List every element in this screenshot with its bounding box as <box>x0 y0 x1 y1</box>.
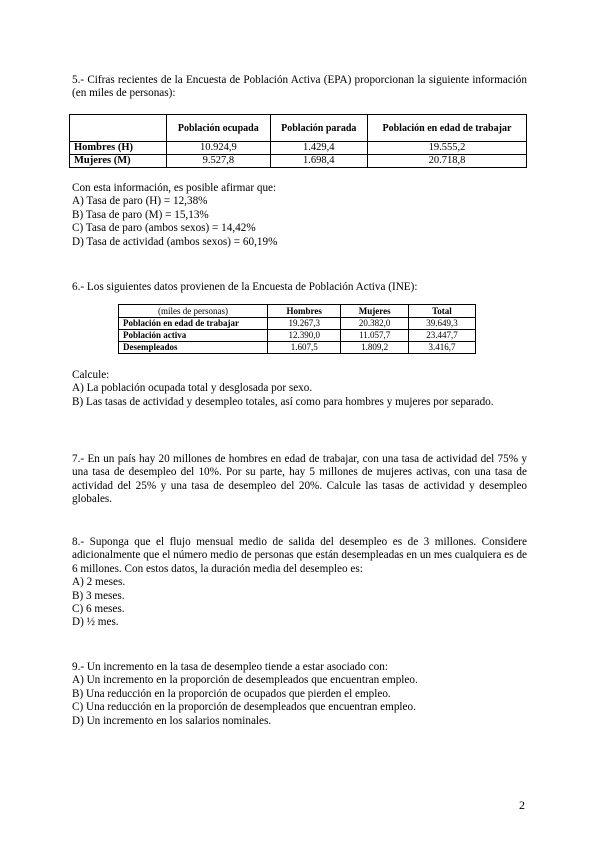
table-cell: 20.382,0 <box>341 318 409 330</box>
table-header: Mujeres <box>341 305 409 318</box>
option: A) Un incremento en la proporción de desempleados que encuentran empleo. <box>72 674 418 687</box>
option: A) 2 meses. <box>72 576 126 589</box>
table-cell: 11.057,7 <box>341 330 409 342</box>
q6-calc: Calcule: <box>72 369 110 381</box>
table-cell: 1.429,4 <box>270 142 367 155</box>
row-header: Hombres (H) <box>70 142 167 155</box>
q8-block <box>72 536 527 630</box>
table-cell: 19.555,2 <box>367 142 526 155</box>
q5-question-block <box>72 182 527 249</box>
table-cell: 19.267,3 <box>268 318 341 330</box>
q9-block <box>72 661 527 728</box>
table-header-row <box>70 115 527 142</box>
table-cell: 23.447,7 <box>408 330 475 342</box>
q5-question: Con esta información, es posible afirmar que: <box>72 182 277 194</box>
table-cell: 9.527,8 <box>167 155 271 168</box>
table-row <box>119 342 476 354</box>
q5-table <box>69 114 527 168</box>
table-row <box>70 142 527 155</box>
table-header: Población parada <box>270 115 367 142</box>
option: B) Las tasas de actividad y desempleo totales, así como para hombres y mujeres por separado. <box>72 395 494 408</box>
q9-text: 9.- Un incremento en la tasa de desempleo tiende a estar asociado con: <box>72 661 388 673</box>
option: C) Tasa de paro (ambos sexos) = 14,42% <box>72 222 256 235</box>
table-cell: 39.649,3 <box>408 318 475 330</box>
table-cell: 1.809,2 <box>341 342 409 354</box>
table-header: Total <box>408 305 475 318</box>
table-cell: 3.416,7 <box>408 342 475 354</box>
option: C) Una reducción en la proporción de desempleados que encuentran empleo. <box>72 701 416 714</box>
row-header: Desempleados <box>119 342 268 354</box>
option: B) Tasa de paro (M) = 15,13% <box>72 208 209 221</box>
option: D) Tasa de actividad (ambos sexos) = 60,19% <box>72 235 278 248</box>
option: A) La población ocupada total y desglosada por sexo. <box>72 382 313 395</box>
q6-table <box>118 304 476 354</box>
table-row <box>119 330 476 342</box>
table-header-corner <box>70 115 167 142</box>
row-header: Población en edad de trabajar <box>119 318 268 330</box>
table-row <box>119 318 476 330</box>
table-header: Población ocupada <box>167 115 271 142</box>
table-header: Hombres <box>268 305 341 318</box>
row-header: Población activa <box>119 330 268 342</box>
table-cell: 10.924,9 <box>167 142 271 155</box>
q6-intro: 6.- Los siguientes datos provienen de la Encuesta de Población Activa (INE): <box>72 281 418 293</box>
table-header: Población en edad de trabajar <box>367 115 526 142</box>
q5-intro: 5.- Cifras recientes de la Encuesta de Población Activa (EPA) proporcionan la siguiente información (en miles de personas): <box>72 74 527 100</box>
q7-text: 7.- En un país hay 20 millones de hombres en edad de trabajar, con una tasa de actividad del 75% y una tasa de desempleo del 10%. Por su parte, hay 5 millones de mujeres activas, con una tasa de actividad del 25% y una tasa de desempleo del 20%. Calcule las tasas de actividad y desempleo globales. <box>72 453 527 506</box>
option: A) Tasa de paro (H) = 12,38% <box>72 195 208 208</box>
table-cell: 1.698,4 <box>270 155 367 168</box>
option: D) Un incremento en los salarios nominales. <box>72 714 272 727</box>
option: B) Una reducción en la proporción de ocupados que pierden el empleo. <box>72 687 391 700</box>
table-cell: 1.607,5 <box>268 342 341 354</box>
q6-question-block <box>72 369 527 409</box>
option: B) 3 meses. <box>72 589 125 602</box>
page-number: 2 <box>519 798 525 812</box>
table-header-corner: (miles de personas) <box>119 305 268 318</box>
option: C) 6 meses. <box>72 603 125 616</box>
option: D) ½ mes. <box>72 616 119 629</box>
row-header: Mujeres (M) <box>70 155 167 168</box>
table-row <box>70 155 527 168</box>
table-cell: 20.718,8 <box>367 155 526 168</box>
table-header-row <box>119 305 476 318</box>
q8-text: 8.- Suponga que el flujo mensual medio de salida del desempleo es de 3 millones. Considere adicionalmente que el número medio de personas que están desempleadas en un mes cualquiera es de 6 millones. Con estos datos, la duración media del desempleo es: <box>72 536 527 575</box>
table-cell: 12.390,0 <box>268 330 341 342</box>
